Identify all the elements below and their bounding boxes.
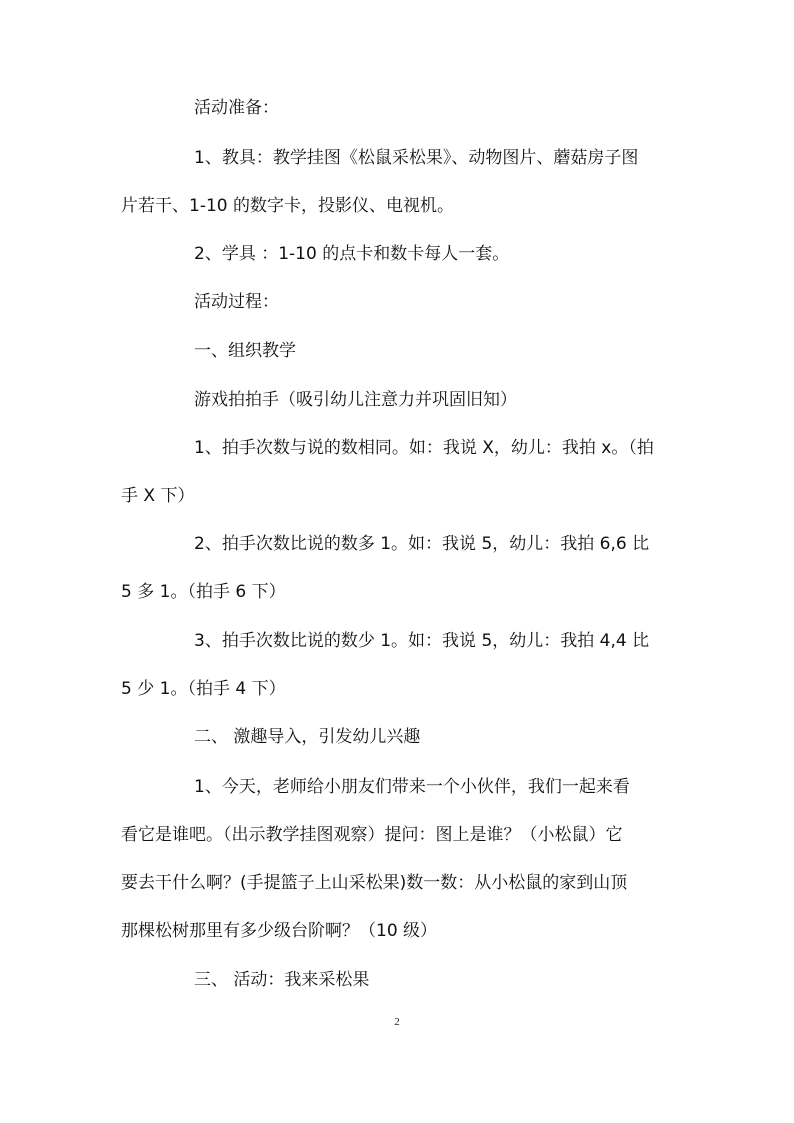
section-heading-1: 一、组织教学 bbox=[194, 341, 296, 361]
paragraph-line: 看它是谁吧。（出示教学挂图观察）提问：图上是谁？（小松鼠）它 bbox=[121, 825, 623, 845]
page-number: 2 bbox=[394, 1016, 400, 1028]
section-heading-process: 活动过程： bbox=[194, 292, 279, 312]
paragraph-line: 2、拍手次数比说的数多 1。如：我说 5，幼儿：我拍 6,6 比 bbox=[194, 534, 650, 554]
paragraph-line: 那棵松树那里有多少级台阶啊？（10 级） bbox=[121, 921, 438, 941]
paragraph-line: 片若干、1-10 的数字卡，投影仪、电视机。 bbox=[121, 196, 454, 216]
paragraph-line: 手 X 下） bbox=[121, 486, 195, 506]
section-heading-2: 二、 激趣导入，引发幼儿兴趣 bbox=[194, 727, 421, 747]
paragraph-line: 要去干什么啊？(手提篮子上山采松果)数一数：从小松鼠的家到山顶 bbox=[121, 873, 628, 893]
section-heading-3: 三、 活动：我来采松果 bbox=[194, 970, 370, 990]
paragraph-line: 1、拍手次数与说的数相同。如：我说 X，幼儿：我拍 x。（拍 bbox=[194, 438, 654, 458]
paragraph-line: 2、学具 ：1-10 的点卡和数卡每人一套。 bbox=[194, 244, 510, 264]
paragraph-line: 5 少 1。（拍手 4 下） bbox=[121, 679, 286, 699]
paragraph-line: 1、今天，老师给小朋友们带来一个小伙伴，我们一起来看 bbox=[194, 777, 630, 797]
section-heading-preparation: 活动准备： bbox=[194, 98, 279, 118]
paragraph-line: 游戏拍拍手（吸引幼儿注意力并巩固旧知） bbox=[194, 390, 517, 410]
paragraph-line: 3、拍手次数比说的数少 1。如：我说 5，幼儿：我拍 4,4 比 bbox=[194, 631, 650, 651]
paragraph-line: 1、教具：教学挂图《松鼠采松果》、动物图片、蘑菇房子图 bbox=[194, 148, 639, 168]
paragraph-line: 5 多 1。（拍手 6 下） bbox=[121, 582, 286, 602]
